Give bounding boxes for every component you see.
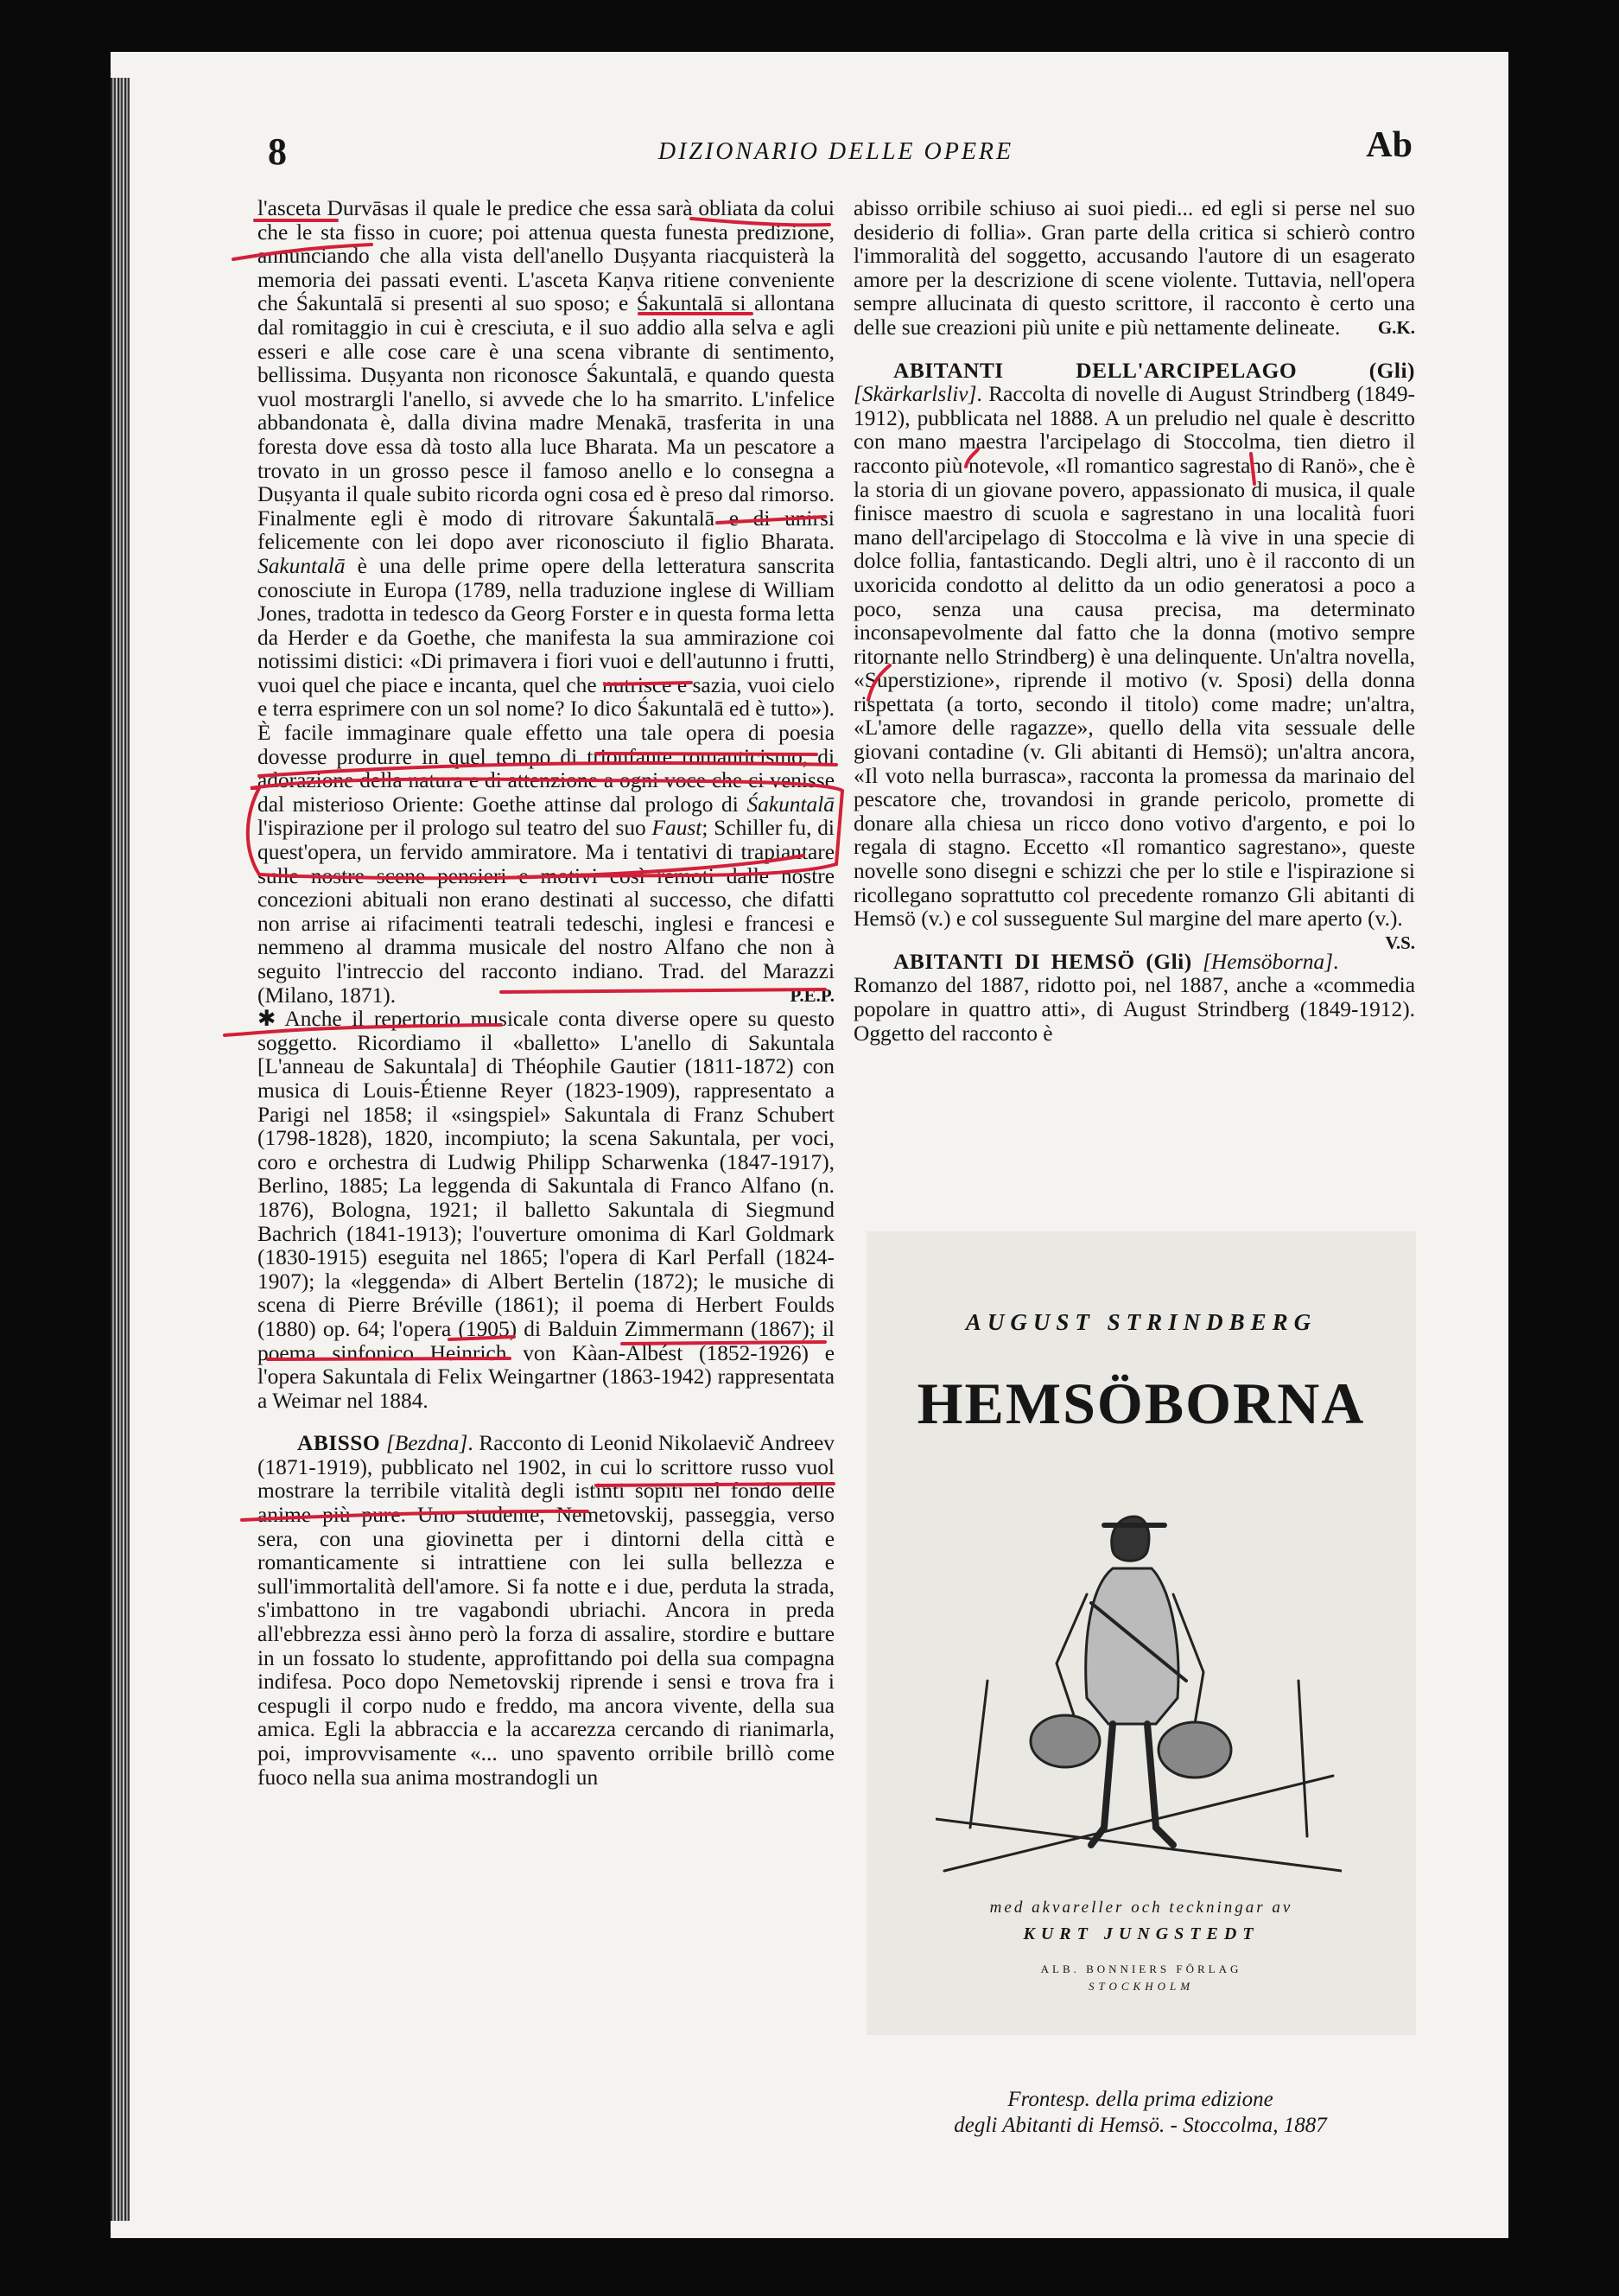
caption-line: Frontesp. della prima edizione — [1007, 2088, 1273, 2111]
book-binding-edge — [111, 78, 130, 2221]
wanderer-drawing — [936, 1465, 1342, 1888]
original-title: [Skärkarlsliv] — [854, 382, 977, 407]
work-title: Faust — [651, 816, 702, 841]
arcipelago-entry — [854, 358, 1415, 953]
paragraph-text: è una delle prime opere della letteratura sanscrita conosciute in Europa (1789, nella traduzione inglese di William Jones, tradotta in tedesco da Georg Forster e in questa forma letta da Herder e da Goethe, che manifesta la sua ammirazione coi notissimi distici: «Di primavera i fiori vuoi e dell'autunno i frutti, vuoi quel che piace e incanta, quel che nutrisce e sazia, vuoi cielo e terra esprimere con un sol nome? Io dico Śakuntalā ed è tutto»). È facile immaginare quale effetto una tale opera di poesia dovesse produrre in quel tempo di trionfante romanticismo, di adorazione della natura e di attenzione a ogni voce che ci venisse dal misterioso Oriente: Goethe attinse dal prologo di — [257, 553, 835, 817]
paragraph-text: l'ispirazione per il prologo sul teatro del suo — [257, 816, 646, 841]
hemso-entry — [854, 951, 1415, 1046]
work-title: Śakuntalā — [746, 792, 835, 817]
cover-note: med akvareller och teckningar av — [989, 1898, 1293, 1917]
entry-heading: ABITANTI DELL'ARCIPELAGO (Gli) — [893, 358, 1415, 383]
author-initials: P.E.P. — [790, 984, 835, 1006]
right-column — [854, 197, 1415, 1046]
entry-text: . Romanzo del 1887, ridotto poi, nel 1887, anche a «commedia popolare in quattro atti», di August Strindberg (1849-1912). Oggetto del racconto è — [854, 949, 1415, 1046]
author-initials: G.K. — [1377, 316, 1415, 338]
paragraph-text: l'asceta Durvāsas il quale le predice che essa sarà obliata da colui che le sta fisso in cuore; poi attenua questa funesta predizione, annunciando che alla vista dell'anello Duṣyanta riacquisterà la memoria dei passati eventi. L'asceta Kaṇva ritiene conveniente che Śakuntalā si presenti al suo sposo; e Śakuntalā si allontana dal romitaggio in cui è cresciuta, e il suo addio alla selva e agli esseri e alle cose care è una scena vibrante di sentimento, bellissima. Duṣyanta non riconosce Śakuntalā, e quando questa vuol mostrargli l'anello, si avvede che lo ha smarrito. L'infelice abbandonata è, dalla divina madre Menakā, trasferita in una foresta dove essa dà tosto alla luce Bharata. Ma un pescatore a trovato in un grosso pesce il famoso anello e lo consegna a Duṣyanta il quale subito ricorda ogni cosa ed è preso dal rimorso. Finalmente egli è modo di ritrovare Śakuntalā e di unirsi felicemente con lei dopo aver riconosciuto il figlio Bharata. — [257, 196, 835, 555]
paragraph-text: ; Schiller fu, di quest'opera, un fervido ammiratore. Ma i tentativi di trapiantare sulle nostre scene pensieri e motivi così remoti dalle nostre concezioni abituali non erano destinati al successo, che difatti non arrise ai rifacimenti teatrali tedeschi, inglesi e francesi e nemmeno al dramma musicale del nostro Alfano che non à seguito l'intreccio del racconto indiano. Trad. del Marazzi (Milano, 1871). — [257, 816, 835, 1008]
author-initials: V.S. — [1385, 932, 1415, 953]
entry-text: abisso orribile schiuso ai suoi piedi... ed egli si perse nel suo desiderio di follia». Gran parte della critica si schierò contro l'immoralità del soggetto, accusando l'autore di un esagerato amore per la descrizione di scene violente. Tuttavia, nell'opera sempre allucinata di questo scrittore, il racconto è certo una delle sue creazioni più unite e più nettamente delineate. — [854, 196, 1415, 340]
book-cover-illustration — [867, 1231, 1416, 2035]
abisso-entry — [257, 1432, 835, 1790]
original-title: [Bezdna] — [385, 1431, 468, 1456]
entry-heading: ABITANTI DI HEMSÖ (Gli) — [893, 949, 1192, 974]
music-note-paragraph: ✱ Anche il repertorio musicale conta diverse opere su questo soggetto. Ricordiamo il «balletto» L'anello di Sakuntala [L'anneau de Sakuntala] di Théophile Gautier (1811-1872) con musica di Louis-Étienne Reyer (1823-1909), rappresentato a Parigi nel 1858; il «singspiel» Sakuntala di Franz Schubert (1798-1828), 1820, incompiuto; la scena Sakuntala, per voci, coro e orchestra di Ludwig Philipp Scharwenka (1847-1917), Berlino, 1885; La leggenda di Sakuntala di Franco Alfano (n. 1876), Bologna, 1921; il balletto Sakuntala di Siegmund Bachrich (1841-1913); l'ouverture omonima di Karl Goldmark (1830-1915) eseguita nel 1865; l'opera di Karl Perfall (1824-1907); la «leggenda» di Albert Bertelin (1872); le musiche di scena di Pierre Bréville (1861); il poema di Herbert Foulds (1880) op. 64; l'opera (1905) di Balduin Zimmermann (1867); il poema sinfonico Heinrich von Kàan-Albést (1852-1926) e l'opera Sakuntala di Felix Weingartner (1863-1942) rappresentata a Weimar nel 1884. — [257, 1007, 835, 1413]
entry-heading: ABISSO — [297, 1431, 381, 1456]
cover-author: AUGUST STRINDBERG — [965, 1309, 1317, 1335]
caption-line: degli Abitanti di Hemsö. - Stoccolma, 1887 — [954, 2114, 1327, 2137]
cover-city: STOCKHOLM — [1088, 1980, 1195, 1993]
entry-text: . Raccolta di novelle di August Strindberg (1849-1912), pubblicata nel 1888. A un preludio nel quale è descritto con mano maestra l'arcipelago di Stoccolma, tien dietro il racconto più notevole, «Il romantico sagrestano di Ranö», che è la storia di un giovane povero, appassionato di musica, il quale finisce maestro di scuola e sagrestano in una località fuori mano dell'arcipelago di Stoccolma e là vive in una specie di dolce follia, fantasticando. Degli altri, uno è il racconto di un uxoricida condotto al delitto da un odio generatosi a poco a poco, senza una causa precisa, ma determinato inconsapevolmente dal fatto che la donna (motivo sempre ritornante nello Strindberg) è una delinquente. Un'altra novella, «Superstizione», riprende il motivo (v. Sposi) della donna rispettata (a torto, secondo il titolo) come madre; un'altra, «L'amore delle ragazze», quello della vita sessuale delle giovani contadine (v. Gli abitanti di Hemsö); un'altra ancora, «Il voto nella burrasca», racconta la promessa da marinaio del pescatore che, trovandosi in grande pericolo, promette di donare alla chiesa un ricco dono votivo d'argento, e poi lo regala di stagno. Eccetto «Il romantico sagrestano», queste novelle sono disegni e schizzi che per lo stile e l'ispirazione si ricollegano soprattutto col precedente romanzo Gli abitanti di Hemsö (v.) e col susseguente Sul margine del mare aperto (v.). — [854, 382, 1415, 932]
entry-text: . Racconto di Leonid Nikolaevič Andreev (1871-1919), pubblicato nel 1902, in cui lo scrittore russo vuol mostrare la terribile vitalità degli istinti sopiti nel fondo delle anime più pure. Uno studente, Nemetovskij, passeggia, verso sera, con una giovinetta per i dintorni della città e romanticamente si intrattiene con lei sulla bellezza e sull'immortalità dell'amore. Si fa notte e i due, perduta la strada, s'imbattono in tre vagabondi ubriachi. Ancora in preda all'ebbrezza essi àнno però la forza di assalire, stordire e buttare in un fossato lo studente, approfittando poi della sua compagna indifesa. Poco dopo Nemetovskij riprende i sensi e trova fra i cespugli il corpo nudo e freddo, ma ancora vivente, della sua amica. Egli la abbraccia e la accarezza cercando di rianimarla, poi, improvvisamente «... uno spavento orribile brillò come fuoco nella sua anima mostrandogli un — [257, 1431, 835, 1790]
sakuntala-entry-text — [257, 197, 835, 1008]
cover-illustrator: KURT JUNGSTEDT — [1023, 1924, 1260, 1943]
abisso-continued — [854, 197, 1415, 340]
cover-book-title: HEMSÖBORNA — [917, 1371, 1366, 1436]
page-header — [259, 125, 1413, 190]
guide-word: Ab — [1366, 125, 1413, 165]
left-column — [257, 197, 835, 1790]
page-number: 8 — [268, 130, 287, 173]
original-title: [Hemsöborna] — [1203, 949, 1333, 974]
running-title: DIZIONARIO DELLE OPERE — [657, 138, 1014, 165]
work-title: Sakuntalā — [257, 553, 346, 578]
figure-caption — [864, 2087, 1417, 2139]
cover-publisher: ALB. BONNIERS FÖRLAG — [1040, 1962, 1242, 1975]
